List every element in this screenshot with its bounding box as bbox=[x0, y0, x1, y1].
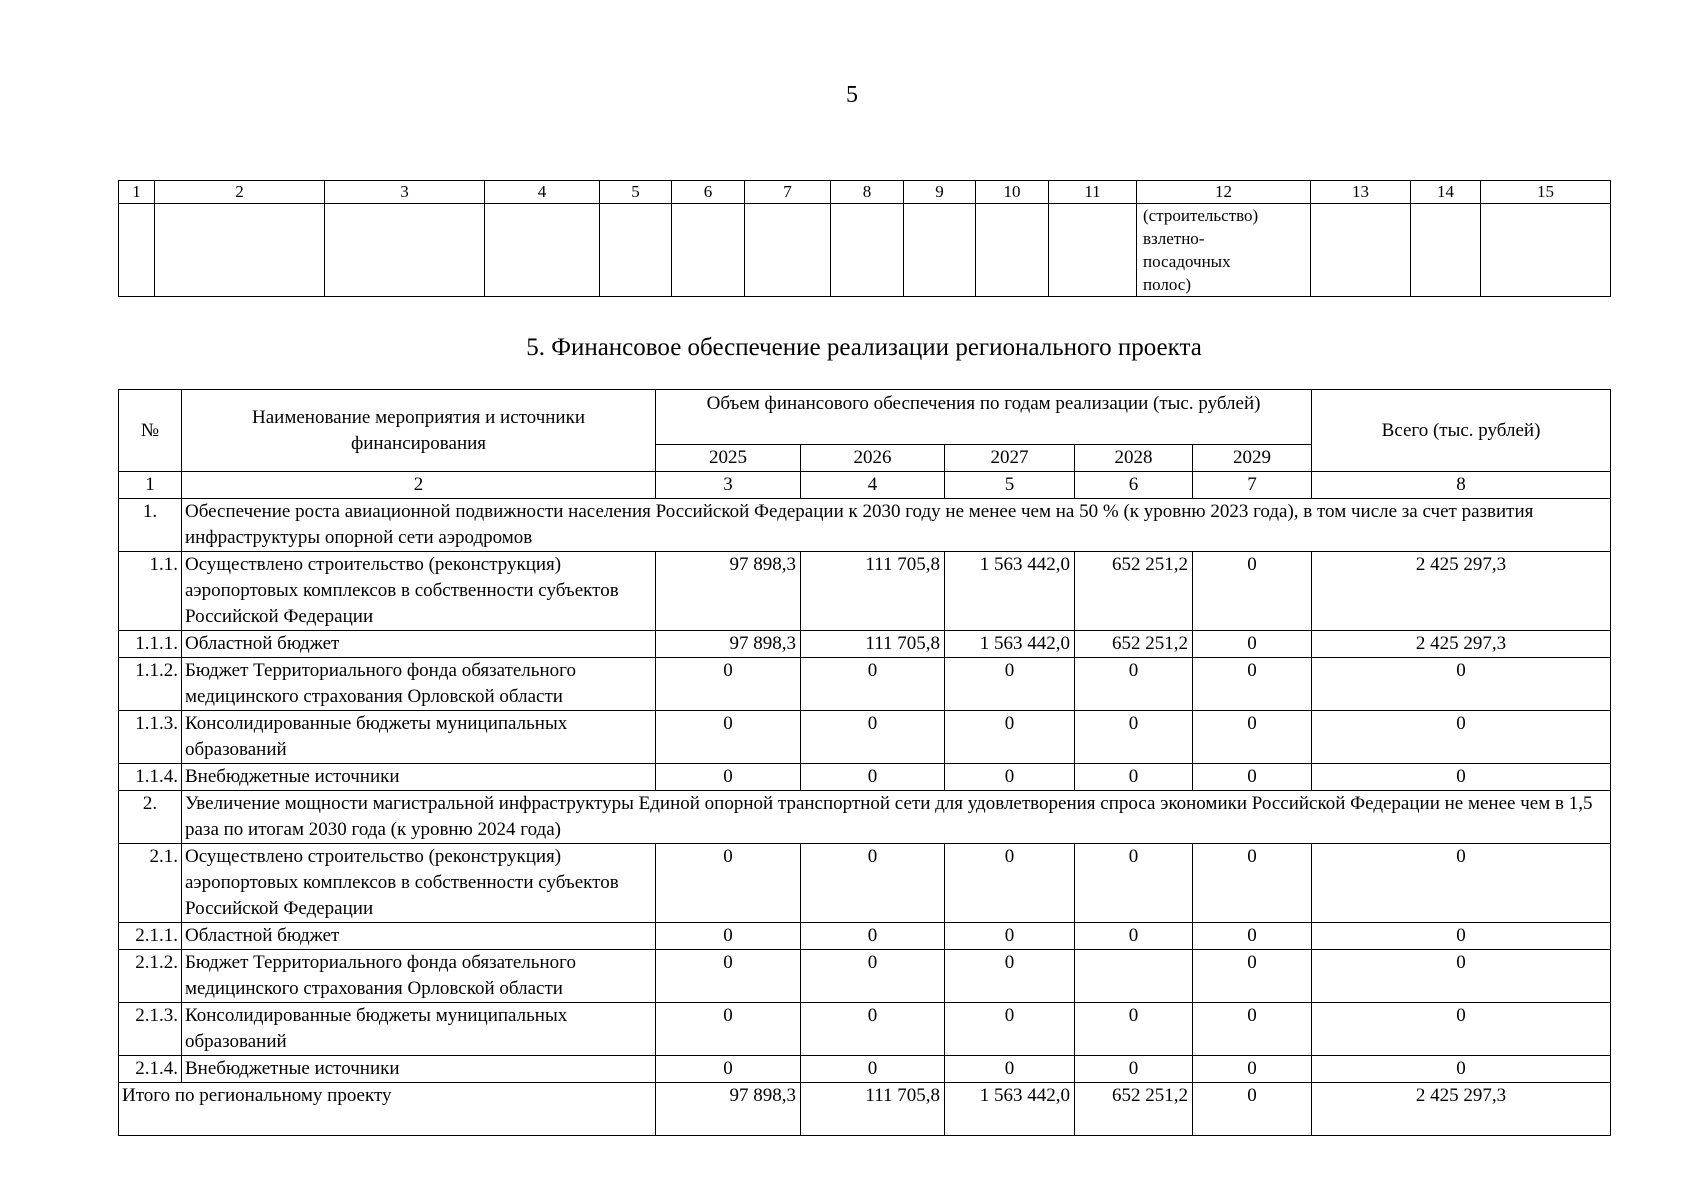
total-year-value: 111 705,8 bbox=[801, 1083, 945, 1136]
header-year: 2026 bbox=[801, 445, 945, 472]
row-name: Осуществлено строительство (реконструкция) аэропортовых комплексов в собственности субъектов Российской Федерации bbox=[182, 552, 656, 631]
total-year-value: 97 898,3 bbox=[656, 1083, 801, 1136]
finance-column-number: 8 bbox=[1312, 472, 1611, 499]
header-name: Наименование мероприятия и источники финансирования bbox=[182, 390, 656, 472]
continuation-column-number: 13 bbox=[1311, 181, 1411, 204]
row-number: 2.1.3. bbox=[119, 1003, 182, 1056]
year-value: 0 bbox=[801, 658, 945, 711]
continuation-column-number: 1 bbox=[119, 181, 155, 204]
cont-cell-12-line: полос) bbox=[1143, 275, 1191, 294]
cont-cell bbox=[1049, 204, 1137, 297]
continuation-column-number: 6 bbox=[672, 181, 745, 204]
row-number: 1. bbox=[119, 499, 182, 552]
year-value bbox=[1075, 950, 1193, 1003]
year-value: 0 bbox=[1193, 764, 1312, 791]
finance-column-number: 3 bbox=[656, 472, 801, 499]
total-value: 0 bbox=[1312, 764, 1611, 791]
year-value: 0 bbox=[1193, 1056, 1312, 1083]
financing-table bbox=[118, 389, 1611, 1136]
year-value: 0 bbox=[945, 764, 1075, 791]
header-year: 2029 bbox=[1193, 445, 1312, 472]
cont-cell-12-line: взлетно- bbox=[1143, 229, 1205, 248]
cont-cell bbox=[325, 204, 485, 297]
year-value: 0 bbox=[801, 711, 945, 764]
cont-cell bbox=[904, 204, 976, 297]
year-value: 0 bbox=[945, 950, 1075, 1003]
table-row bbox=[119, 764, 1611, 791]
continuation-column-number: 10 bbox=[976, 181, 1049, 204]
year-value: 0 bbox=[656, 711, 801, 764]
total-value: 0 bbox=[1312, 711, 1611, 764]
year-value: 0 bbox=[656, 950, 801, 1003]
year-value: 0 bbox=[945, 844, 1075, 923]
header-volume: Объем финансового обеспечения по годам реализации (тыс. рублей) bbox=[656, 390, 1312, 445]
row-name: Осуществлено строительство (реконструкция) аэропортовых комплексов в собственности субъектов Российской Федерации bbox=[182, 844, 656, 923]
continuation-column-number: 3 bbox=[325, 181, 485, 204]
table-row bbox=[119, 1003, 1611, 1056]
row-number: 2.1.2. bbox=[119, 950, 182, 1003]
cont-cell bbox=[119, 204, 155, 297]
year-value: 111 705,8 bbox=[801, 552, 945, 631]
table-row bbox=[119, 631, 1611, 658]
year-value: 0 bbox=[656, 1056, 801, 1083]
continuation-column-number: 7 bbox=[745, 181, 831, 204]
continuation-column-number: 12 bbox=[1137, 181, 1311, 204]
finance-column-number: 7 bbox=[1193, 472, 1312, 499]
cont-cell-12 bbox=[1137, 204, 1311, 297]
year-value: 0 bbox=[1193, 658, 1312, 711]
table-row bbox=[119, 844, 1611, 923]
continuation-column-numbers bbox=[119, 181, 1611, 204]
continuation-column-number: 5 bbox=[600, 181, 672, 204]
section-title: 5. Финансовое обеспечение реализации регионального проекта bbox=[526, 334, 1202, 361]
row-number: 2. bbox=[119, 791, 182, 844]
year-value: 0 bbox=[1193, 1003, 1312, 1056]
total-value: 2 425 297,3 bbox=[1312, 552, 1611, 631]
cont-cell-12-line: (строительство) bbox=[1143, 206, 1259, 225]
year-value: 652 251,2 bbox=[1075, 552, 1193, 631]
total-value: 0 bbox=[1312, 950, 1611, 1003]
year-value: 0 bbox=[1075, 711, 1193, 764]
cont-cell bbox=[976, 204, 1049, 297]
year-value: 0 bbox=[1193, 844, 1312, 923]
row-number: 2.1. bbox=[119, 844, 182, 923]
year-value: 0 bbox=[656, 658, 801, 711]
cont-cell bbox=[831, 204, 904, 297]
year-value: 1 563 442,0 bbox=[945, 631, 1075, 658]
row-name: Внебюджетные источники bbox=[182, 1056, 656, 1083]
year-value: 0 bbox=[945, 1003, 1075, 1056]
row-name: Бюджет Территориального фонда обязательного медицинского страхования Орловской области bbox=[182, 658, 656, 711]
total-year-value: 0 bbox=[1193, 1083, 1312, 1136]
continuation-table bbox=[118, 180, 1611, 297]
continuation-column-number: 4 bbox=[485, 181, 600, 204]
header-total: Всего (тыс. рублей) bbox=[1312, 390, 1611, 472]
finance-column-number: 5 bbox=[945, 472, 1075, 499]
section-row bbox=[119, 791, 1611, 844]
table-row bbox=[119, 711, 1611, 764]
total-value: 0 bbox=[1312, 844, 1611, 923]
year-value: 111 705,8 bbox=[801, 631, 945, 658]
year-value: 0 bbox=[1075, 1003, 1193, 1056]
finance-column-numbers bbox=[119, 472, 1611, 499]
table-row bbox=[119, 923, 1611, 950]
cont-cell-12-line: посадочных bbox=[1143, 252, 1231, 271]
year-value: 0 bbox=[1075, 658, 1193, 711]
cont-cell bbox=[485, 204, 600, 297]
year-value: 0 bbox=[801, 923, 945, 950]
total-row bbox=[119, 1083, 1611, 1136]
year-value: 0 bbox=[1075, 1056, 1193, 1083]
year-value: 0 bbox=[1193, 950, 1312, 1003]
continuation-column-number: 14 bbox=[1411, 181, 1481, 204]
row-number: 1.1.4. bbox=[119, 764, 182, 791]
year-value: 0 bbox=[1075, 923, 1193, 950]
finance-column-number: 1 bbox=[119, 472, 182, 499]
year-value: 652 251,2 bbox=[1075, 631, 1193, 658]
page-number: 5 bbox=[846, 82, 858, 108]
year-value: 1 563 442,0 bbox=[945, 552, 1075, 631]
year-value: 97 898,3 bbox=[656, 552, 801, 631]
finance-column-number: 4 bbox=[801, 472, 945, 499]
finance-column-number: 2 bbox=[182, 472, 656, 499]
year-value: 0 bbox=[656, 844, 801, 923]
total-year-value: 652 251,2 bbox=[1075, 1083, 1193, 1136]
header-num: № bbox=[119, 390, 182, 472]
continuation-column-number: 2 bbox=[155, 181, 325, 204]
total-value: 0 bbox=[1312, 923, 1611, 950]
row-number: 1.1.2. bbox=[119, 658, 182, 711]
finance-column-number: 6 bbox=[1075, 472, 1193, 499]
year-value: 0 bbox=[945, 923, 1075, 950]
header-year: 2027 bbox=[945, 445, 1075, 472]
year-value: 0 bbox=[801, 1003, 945, 1056]
year-value: 0 bbox=[1193, 711, 1312, 764]
year-value: 0 bbox=[945, 711, 1075, 764]
row-number: 2.1.1. bbox=[119, 923, 182, 950]
continuation-column-number: 8 bbox=[831, 181, 904, 204]
continuation-body-row bbox=[119, 204, 1611, 297]
cont-cell bbox=[745, 204, 831, 297]
table-row bbox=[119, 950, 1611, 1003]
year-value: 0 bbox=[801, 950, 945, 1003]
cont-cell bbox=[672, 204, 745, 297]
header-year: 2028 bbox=[1075, 445, 1193, 472]
table-row bbox=[119, 658, 1611, 711]
year-value: 0 bbox=[656, 764, 801, 791]
row-number: 1.1. bbox=[119, 552, 182, 631]
row-number: 1.1.3. bbox=[119, 711, 182, 764]
total-value: 0 bbox=[1312, 1056, 1611, 1083]
row-name: Консолидированные бюджеты муниципальных образований bbox=[182, 711, 656, 764]
year-value: 0 bbox=[801, 764, 945, 791]
row-name: Областной бюджет bbox=[182, 923, 656, 950]
cont-cell bbox=[1311, 204, 1411, 297]
row-number: 1.1.1. bbox=[119, 631, 182, 658]
year-value: 97 898,3 bbox=[656, 631, 801, 658]
total-year-value: 1 563 442,0 bbox=[945, 1083, 1075, 1136]
year-value: 0 bbox=[656, 923, 801, 950]
continuation-column-number: 11 bbox=[1049, 181, 1137, 204]
table-row bbox=[119, 552, 1611, 631]
year-value: 0 bbox=[1075, 844, 1193, 923]
year-value: 0 bbox=[1193, 552, 1312, 631]
table-row bbox=[119, 1056, 1611, 1083]
year-value: 0 bbox=[1075, 764, 1193, 791]
cont-cell bbox=[1411, 204, 1481, 297]
year-value: 0 bbox=[656, 1003, 801, 1056]
total-value: 0 bbox=[1312, 658, 1611, 711]
header-year: 2025 bbox=[656, 445, 801, 472]
section-text: Увеличение мощности магистральной инфраструктуры Единой опорной транспортной сети для удовлетворения спроса экономики Российской Федерации не менее чем в 1,5 раза по итогам 2030 года (к уровню 2024 года) bbox=[182, 791, 1611, 844]
total-value: 2 425 297,3 bbox=[1312, 631, 1611, 658]
row-name: Областной бюджет bbox=[182, 631, 656, 658]
section-text: Обеспечение роста авиационной подвижности населения Российской Федерации к 2030 году не менее чем на 50 % (к уровню 2023 года), в том числе за счет развития инфраструктуры опорной сети аэродромов bbox=[182, 499, 1611, 552]
section-row bbox=[119, 499, 1611, 552]
year-value: 0 bbox=[801, 844, 945, 923]
total-label: Итого по региональному проекту bbox=[119, 1083, 656, 1136]
continuation-column-number: 9 bbox=[904, 181, 976, 204]
continuation-column-number: 15 bbox=[1481, 181, 1611, 204]
year-value: 0 bbox=[1193, 923, 1312, 950]
row-name: Консолидированные бюджеты муниципальных образований bbox=[182, 1003, 656, 1056]
year-value: 0 bbox=[801, 1056, 945, 1083]
cont-cell bbox=[1481, 204, 1611, 297]
row-name: Бюджет Территориального фонда обязательного медицинского страхования Орловской области bbox=[182, 950, 656, 1003]
year-value: 0 bbox=[945, 658, 1075, 711]
cont-cell bbox=[600, 204, 672, 297]
row-number: 2.1.4. bbox=[119, 1056, 182, 1083]
cont-cell bbox=[155, 204, 325, 297]
row-name: Внебюджетные источники bbox=[182, 764, 656, 791]
year-value: 0 bbox=[1193, 631, 1312, 658]
total-value: 0 bbox=[1312, 1003, 1611, 1056]
year-value: 0 bbox=[945, 1056, 1075, 1083]
grand-total-value: 2 425 297,3 bbox=[1312, 1083, 1611, 1136]
